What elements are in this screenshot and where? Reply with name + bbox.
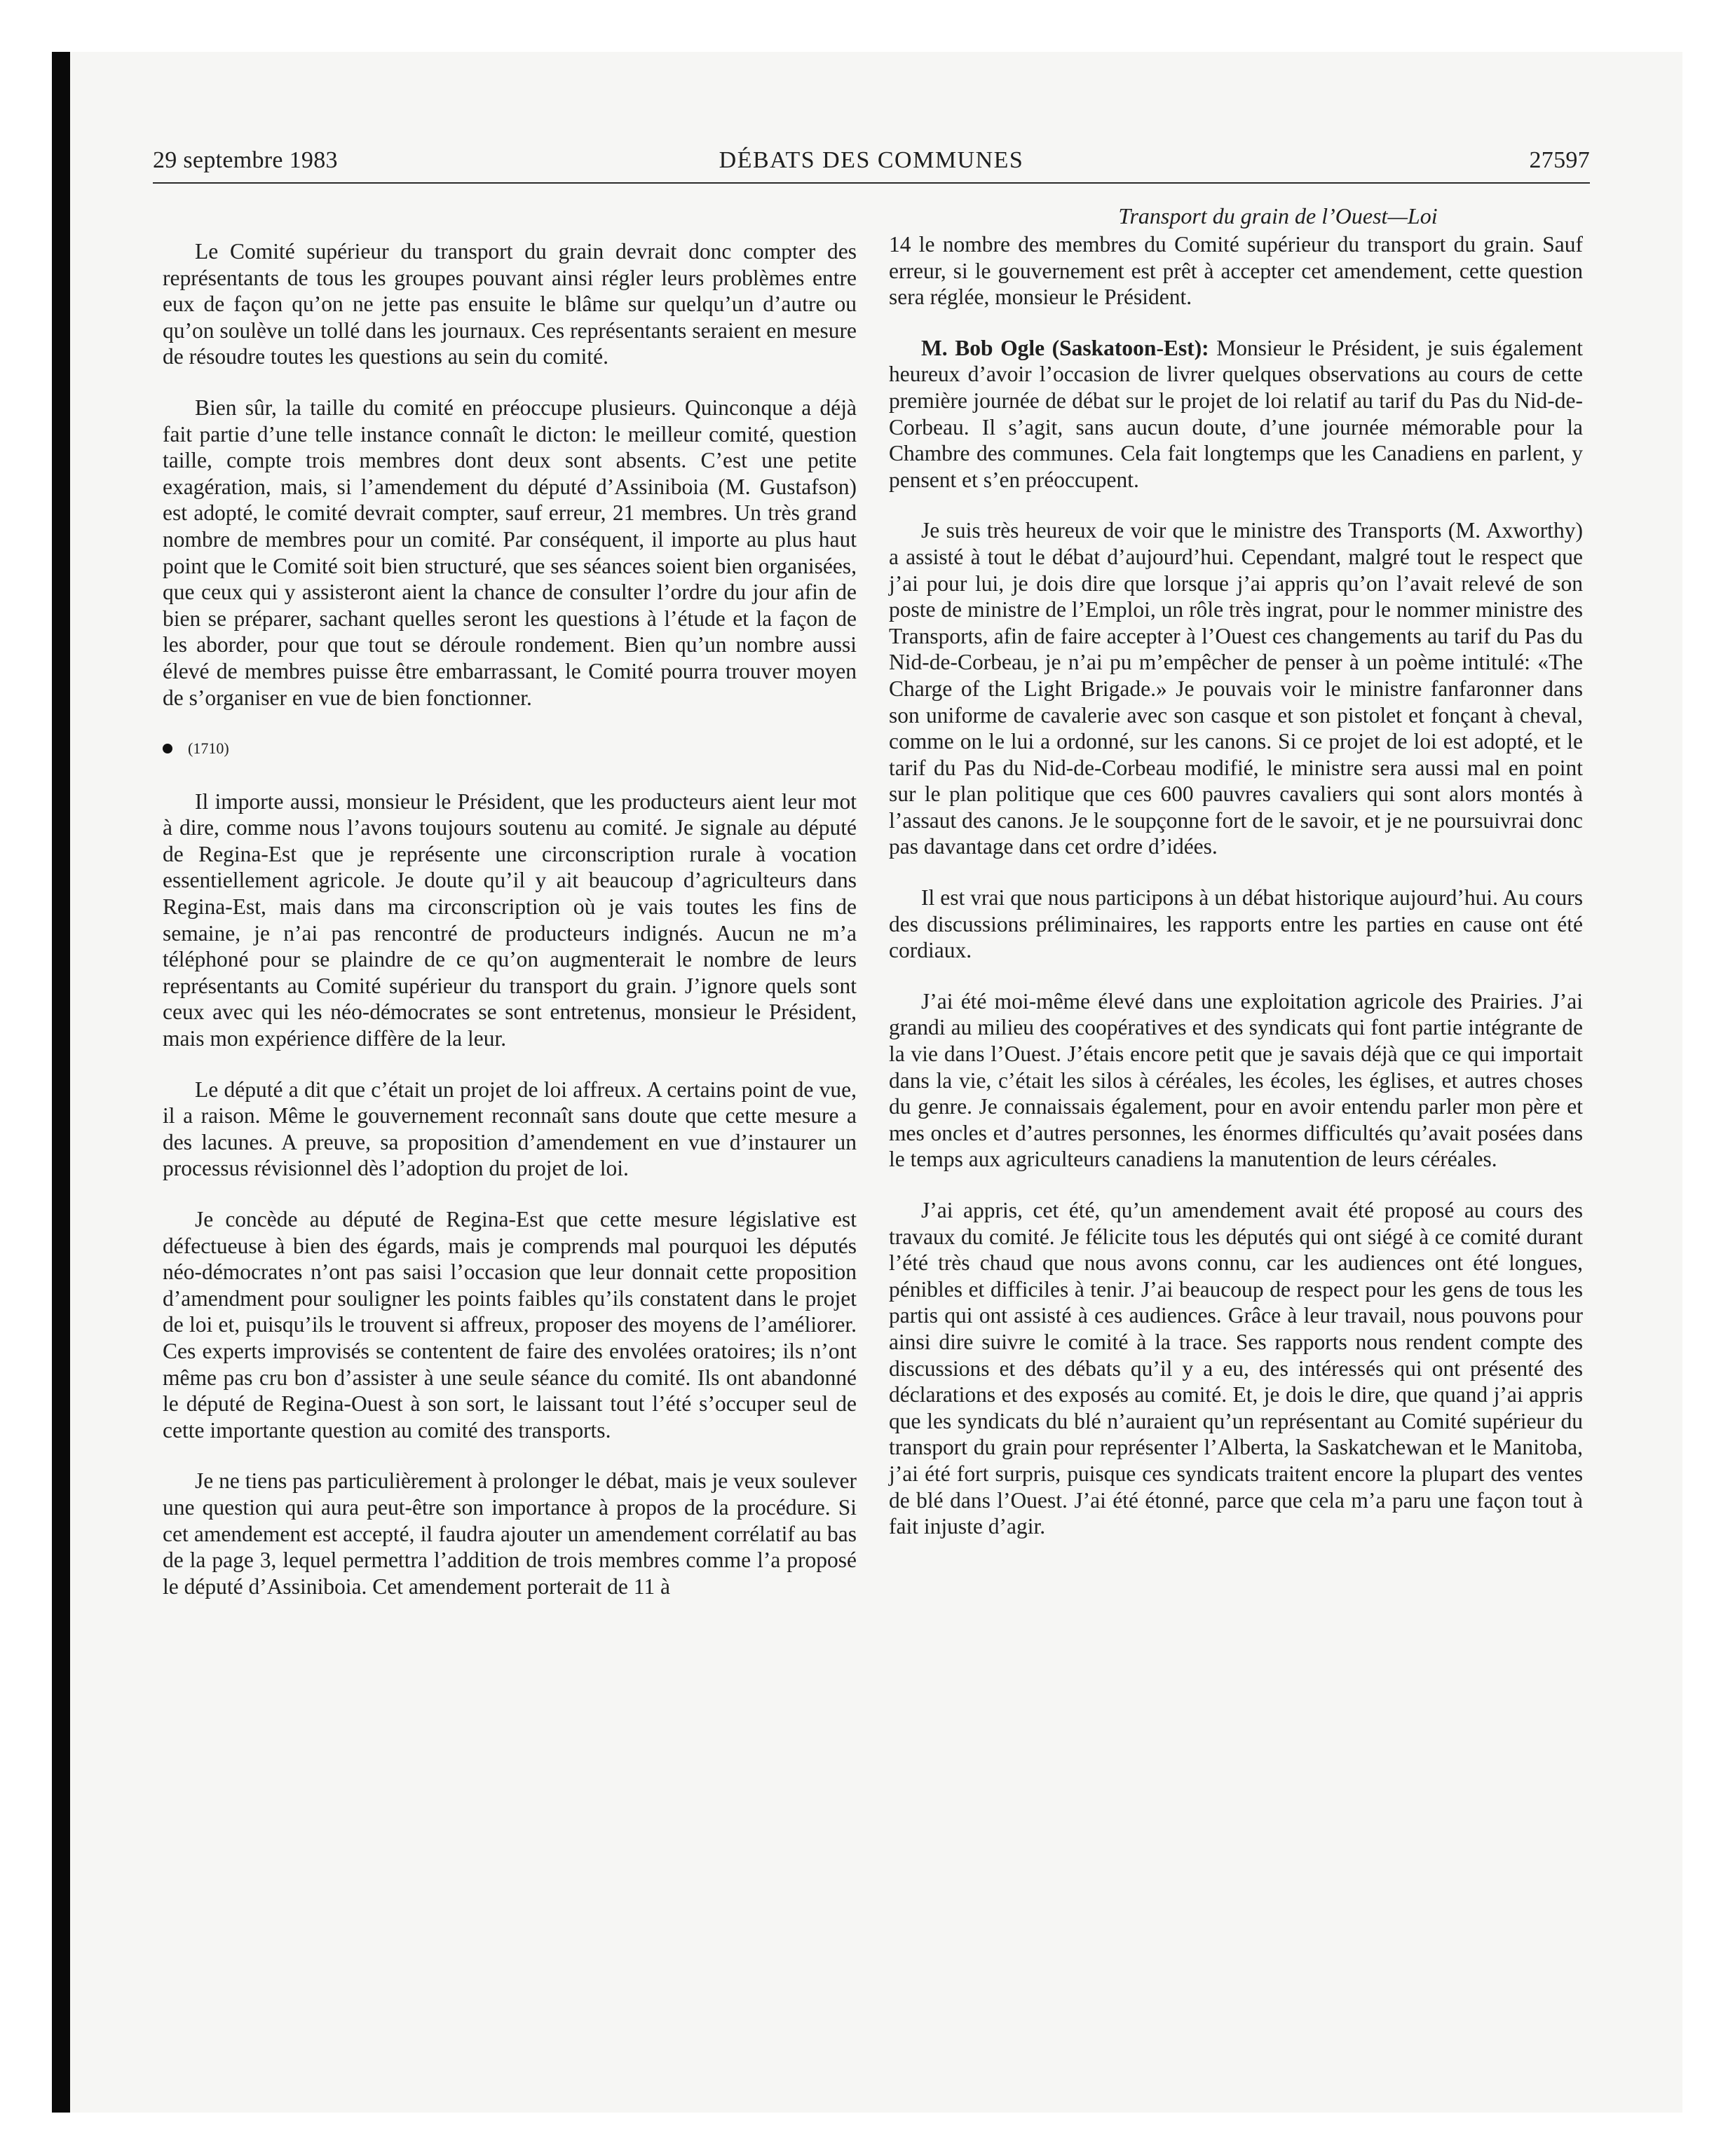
paragraph-text: Monsieur le Président, je suis également heureux d’avoir l’occasion de livrer quelques observations au cours de cette première journée de débat sur le projet de loi relatif au tarif du Pas du Nid-de-Corbeau. Il s’agit, sans aucun doute, d’une journée mémorable pour la Chambre des communes. Cela fait longtemps que les Canadiens en parlent, y pensent et s’en préoccupent. <box>889 335 1583 492</box>
left-column <box>163 238 857 1624</box>
paragraph: Je suis très heureux de voir que le ministre des Transports (M. Axworthy) a assisté à tout le débat d’aujourd’hui. Cependant, malgré tout le respect que j’ai pour lui, je dois dire que lorsque j’ai appris qu’on l’avait relevé de son poste de ministre de l’Emploi, un rôle très ingrat, pour le nommer ministre des Transports, afin de faire accepter à l’Ouest ces changements au tarif du Pas du Nid-de-Corbeau, je n’ai pu m’empêcher de penser à un poème intitulé: «The Charge of the Light Brigade.» Je pouvais voir le ministre fanfaronner dans son uniforme de cavalerie avec son casque et son pistolet et fonçant à cheval, comme on le lui a ordonné, sur les canons. Si ce projet de loi est adopté, et le tarif du Pas du Nid-de-Corbeau modifié, le ministre sera aussi mal en point sur le plan politique que ces 600 pauvres cavaliers qui sont alors montés à l’assaut des canons. Je le soupçonne fort de le savoir, et je ne poursuivrai donc pas davantage dans cet ordre d’idées. <box>889 518 1583 859</box>
header-title: DÉBATS DES COMMUNES <box>719 147 1024 173</box>
scan-edge-shadow <box>52 52 70 2113</box>
speaker-name: M. Bob Ogle (Saskatoon-Est): <box>921 335 1209 360</box>
paragraph: Il importe aussi, monsieur le Président, que les producteurs aient leur mot à dire, comme nous l’avons toujours soutenu au comité. Je signale au député de Regina-Est que je représente une circonscription rurale à vocation essentiellement agricole. Je doute qu’il y ait beaucoup d’agriculteurs dans Regina-Est, mais dans ma circonscription où je vais toutes les fins de semaine, je n’ai pas rencontré de producteurs indignés. Aucun ne m’a téléphoné pour se plaindre de ce qu’on augmenterait le nombre de leurs représentants au Comité supérieur du transport du grain. J’ignore quels sont ceux avec qui les néo-démocrates se sont entretenus, monsieur le Président, mais mon expérience diffère de la leur. <box>163 789 857 1051</box>
paragraph: 14 le nombre des membres du Comité supérieur du transport du grain. Sauf erreur, si le gouvernement est prêt à accepter cet amendement, cette question sera réglée, monsieur le Président. <box>889 232 1583 310</box>
paragraph: J’ai été moi-même élevé dans une exploitation agricole des Prairies. J’ai grandi au milieu des coopératives et des syndicats qui font partie intégrante de la vie dans l’Ouest. J’étais encore petit que je savais déjà que ce qui importait dans la vie, c’était les silos à céréales, les écoles, les églises, et autres choses du genre. Je connaissais également, pour en avoir entendu parler mon père et mes oncles et d’autres personnes, les énormes difficultés qu’avait posées dans le temps aux agriculteurs canadiens la manutention de leurs céréales. <box>889 988 1583 1172</box>
speaker-paragraph <box>889 335 1583 493</box>
timestamp: (1710) <box>188 739 229 758</box>
running-title: Transport du grain de l’Ouest—Loi <box>1118 203 1438 228</box>
paragraph: J’ai appris, cet été, qu’un amendement avait été proposé au cours des travaux du comité. Je félicite tous les députés qui ont siégé à ce comité durant l’été très chaud que nous avons connu, car les audiences ont été longues, pénibles et difficiles à tenir. J’ai beaucoup de respect pour les gens de tous les partis qui ont assisté à ces audiences. Grâce à leur travail, nous pouvons pour ainsi dire suivre le comité à la trace. Ses rapports nous rendent compte des discussions et des débats qu’il y a eu, des intéressés qui ont présenté des déclarations et des exposés au comité. Et, je dois le dire, que quand j’ai appris que les syndicats du blé n’auraient qu’un représentant au Comité supérieur du transport du grain pour représenter l’Alberta, la Saskatchewan et le Manitoba, j’ai été fort surpris, puisque ces syndicats traitent encore la plupart des ventes de blé dans l’Ouest. J’ai été étonné, parce que cela m’a paru une façon tout à fait injuste d’agir. <box>889 1198 1583 1539</box>
paragraph: Je concède au député de Regina-Est que cette mesure législative est défectueuse à bien des égards, mais je comprends mal pourquoi les députés néo-démocrates n’ont pas saisi l’occasion que leur donnait cette proposition d’amendment pour souligner les points faibles qu’ils constatent dans le projet de loi et, puisqu’ils le trouvent si affreux, proposer des moyens de l’améliorer. Ces experts improvisés se contentent de faire des envolées oratoires; ils n’ont même pas cru bon d’assister à une seule séance du comité. Ils ont abandonné le député de Regina-Ouest à son sort, le laissant tout l’été s’occuper seul de cette importante question au comité des transports. <box>163 1207 857 1442</box>
header-date: 29 septembre 1983 <box>153 147 338 173</box>
paragraph: Bien sûr, la taille du comité en préoccupe plusieurs. Quinconque a déjà fait partie d’une telle instance connaît le dicton: le meilleur comité, question taille, compte trois membres dont deux sont absents. C’est une petite exagération, mais, si l’amendement du député d’Assiniboia (M. Gustafson) est adopté, le comité devrait compter, sauf erreur, 21 membres. Un très grand nombre de membres pour un comité. Par conséquent, il importe au plus haut point que le Comité soit bien structuré, que ses séances soient bien organisées, que ceux qui y assisteront aient la chance de consulter l’ordre du jour afin de bien se préparer, sachant quelles seront les questions à l’étude et la façon de les aborder, pour que tout se déroule rondement. Bien qu’un nombre aussi élevé de membres puisse être embarrassant, le Comité pourra trouver moyen de s’organiser en vue de bien fonctionner. <box>163 395 857 710</box>
scan-margin <box>0 0 52 2156</box>
header-rule <box>153 182 1590 184</box>
paragraph: Il est vrai que nous participons à un débat historique aujourd’hui. Au cours des discussions préliminaires, les rapports entre les parties en cause ont été cordiaux. <box>889 885 1583 963</box>
paragraph: Je ne tiens pas particulièrement à prolonger le débat, mais je veux soulever une question qui aura peut-être son importance à propos de la procédure. Si cet amendement est accepté, il faudra ajouter un amendement corrélatif au bas de la page 3, lequel permettra l’addition de trois membres comme l’a proposé le député d’Assiniboia. Cet amendement porterait de 11 à <box>163 1468 857 1599</box>
page-header <box>153 147 1590 182</box>
page-number: 27597 <box>1529 147 1590 173</box>
paragraph: Le Comité supérieur du transport du grain devrait donc compter des représentants de tous les groupes pouvant ainsi régler leurs problèmes entre eux de façon qu’on ne jette pas ensuite le blâme sur quelqu’un d’autre ou qu’on soulève un tollé dans les journaux. Ces représentants seraient en mesure de résoudre toutes les questions au sein du comité. <box>163 239 857 369</box>
timestamp-marker <box>163 735 857 762</box>
bullet-icon <box>163 744 172 753</box>
paragraph: Le député a dit que c’était un projet de loi affreux. A certains point de vue, il a raison. Même le gouvernement reconnaît sans doute que cette mesure a des lacunes. A preuve, sa proposition d’amendement en vue d’instaurer un processus révisionnel dès l’adoption du projet de loi. <box>163 1077 857 1181</box>
right-column <box>889 202 1583 1564</box>
